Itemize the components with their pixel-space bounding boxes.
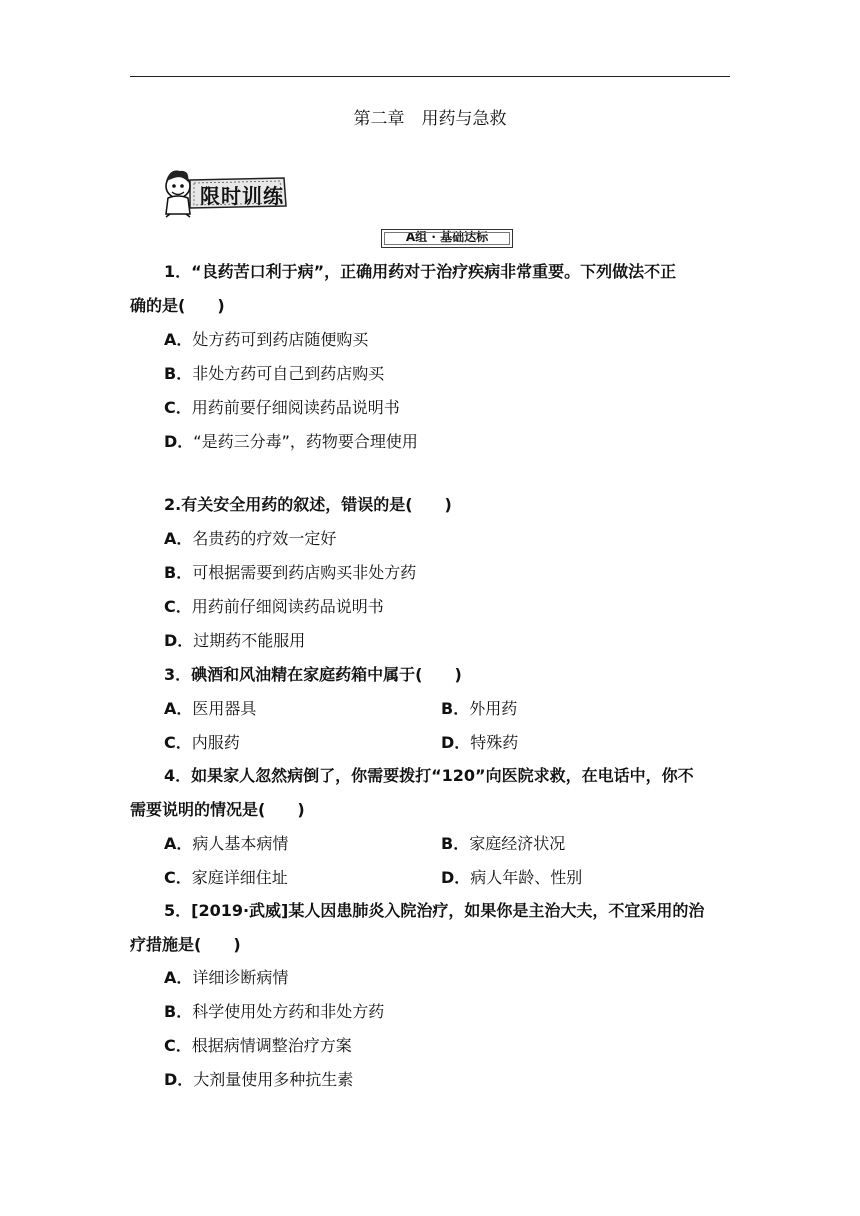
question-2-option-d: D．过期药不能服用 <box>164 631 306 650</box>
question-1-option-b: B．非处方药可自己到药店购买 <box>164 364 385 383</box>
question-1-stem-line-1: 1．“良药苦口利于病”，正确用药对于治疗疾病非常重要。下列做法不正 <box>164 262 677 281</box>
question-5-option-a: A．详细诊断病情 <box>164 968 289 987</box>
question-3-option-b: B．外用药 <box>441 699 518 718</box>
question-1-option-c: C．用药前要仔细阅读药品说明书 <box>164 398 400 417</box>
question-1-stem-line-2: 确的是( ) <box>130 296 225 315</box>
question-3-option-a: A．医用器具 <box>164 699 257 718</box>
question-4-stem-line-1: 4．如果家人忽然病倒了，你需要拨打“120”向医院求救，在电话中，你不 <box>164 766 694 785</box>
question-2-stem: 2.有关安全用药的叙述，错误的是( ) <box>164 495 452 514</box>
question-3-option-d: D．特殊药 <box>441 733 519 752</box>
section-label: A组 · 基础达标 <box>381 229 513 248</box>
header-rule <box>130 76 730 77</box>
question-2-option-c: C．用药前仔细阅读药品说明书 <box>164 597 384 616</box>
question-3-stem: 3．碘酒和风油精在家庭药箱中属于( ) <box>164 665 462 684</box>
question-2-option-a: A．名贵药的疗效一定好 <box>164 529 337 548</box>
question-5-option-c: C．根据病情调整治疗方案 <box>164 1036 352 1055</box>
question-5-option-b: B．科学使用处方药和非处方药 <box>164 1002 385 1021</box>
badge-text: 限时训练 <box>200 184 284 208</box>
question-4-option-c: C．家庭详细住址 <box>164 868 288 887</box>
question-2-option-b: B．可根据需要到药店购买非处方药 <box>164 563 417 582</box>
question-4-option-a: A．病人基本病情 <box>164 834 289 853</box>
question-4-option-d: D．病人年龄、性别 <box>441 868 583 887</box>
question-5-stem-line-1: 5．[2019·武威]某人因患肺炎入院治疗，如果你是主治大夫，不宜采用的治 <box>164 901 705 920</box>
question-3-option-c: C．内服药 <box>164 733 240 752</box>
question-4-option-b: B．家庭经济状况 <box>441 834 566 853</box>
question-1-option-d: D．“是药三分毒”，药物要合理使用 <box>164 432 418 451</box>
question-5-stem-line-2: 疗措施是( ) <box>130 935 241 954</box>
question-1-option-a: A．处方药可到药店随便购买 <box>164 330 369 349</box>
chapter-title: 第二章 用药与急救 <box>353 109 507 129</box>
timed-practice-badge <box>160 166 288 218</box>
question-4-stem-line-2: 需要说明的情况是( ) <box>130 800 305 819</box>
question-5-option-d: D．大剂量使用多种抗生素 <box>164 1070 354 1089</box>
